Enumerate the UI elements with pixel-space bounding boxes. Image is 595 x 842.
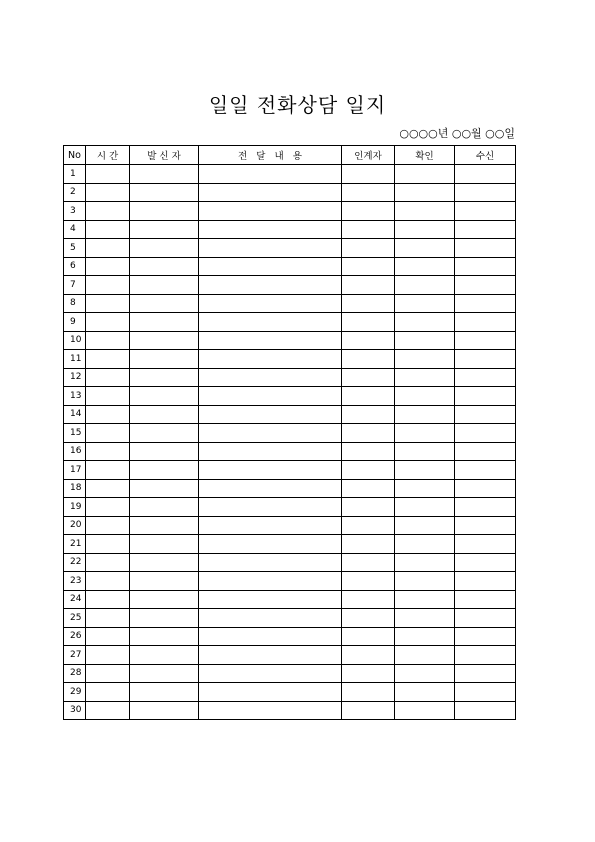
- cell-caller[interactable]: [130, 239, 199, 258]
- table-row: [64, 183, 516, 202]
- cell-confirm[interactable]: [395, 257, 455, 276]
- header-confirm: 확인: [395, 146, 455, 165]
- table-row: [64, 276, 516, 295]
- cell-receiver[interactable]: [455, 387, 516, 406]
- cell-receiver[interactable]: [455, 461, 516, 480]
- cell-time[interactable]: [86, 646, 130, 665]
- table-row: [64, 313, 516, 332]
- table-row: [64, 442, 516, 461]
- cell-message[interactable]: [199, 683, 342, 702]
- table-row: [64, 590, 516, 609]
- cell-time[interactable]: [86, 165, 130, 184]
- cell-confirm[interactable]: [395, 331, 455, 350]
- row-number: 5: [64, 239, 86, 258]
- cell-handover[interactable]: [342, 553, 395, 572]
- cell-confirm[interactable]: [395, 350, 455, 369]
- cell-handover[interactable]: [342, 276, 395, 295]
- header-message: 전 달 내 용: [199, 146, 342, 165]
- cell-time[interactable]: [86, 368, 130, 387]
- cell-time[interactable]: [86, 535, 130, 554]
- cell-handover[interactable]: [342, 294, 395, 313]
- cell-message[interactable]: [199, 553, 342, 572]
- cell-caller[interactable]: [130, 183, 199, 202]
- row-number: 1: [64, 165, 86, 184]
- cell-receiver[interactable]: [455, 368, 516, 387]
- cell-confirm[interactable]: [395, 220, 455, 239]
- cell-message[interactable]: [199, 257, 342, 276]
- cell-message[interactable]: [199, 590, 342, 609]
- cell-time[interactable]: [86, 664, 130, 683]
- table-row: [64, 572, 516, 591]
- cell-confirm[interactable]: [395, 387, 455, 406]
- cell-caller[interactable]: [130, 516, 199, 535]
- consultation-log-table: [63, 145, 516, 720]
- row-number: 30: [64, 701, 86, 720]
- cell-caller[interactable]: [130, 368, 199, 387]
- cell-message[interactable]: [199, 405, 342, 424]
- header-receiver: 수신: [455, 146, 516, 165]
- table-row: [64, 220, 516, 239]
- row-number: 22: [64, 553, 86, 572]
- row-number: 15: [64, 424, 86, 443]
- cell-receiver[interactable]: [455, 294, 516, 313]
- page-title: 일일 전화상담 일지: [208, 93, 387, 117]
- cell-message[interactable]: [199, 276, 342, 295]
- row-number: 17: [64, 461, 86, 480]
- cell-message[interactable]: [199, 516, 342, 535]
- cell-receiver[interactable]: [455, 498, 516, 517]
- cell-confirm[interactable]: [395, 664, 455, 683]
- cell-message[interactable]: [199, 627, 342, 646]
- cell-time[interactable]: [86, 350, 130, 369]
- cell-message[interactable]: [199, 572, 342, 591]
- header-handover: 인계자: [342, 146, 395, 165]
- cell-receiver[interactable]: [455, 516, 516, 535]
- cell-time[interactable]: [86, 627, 130, 646]
- row-number: 7: [64, 276, 86, 295]
- cell-handover[interactable]: [342, 590, 395, 609]
- cell-receiver[interactable]: [455, 424, 516, 443]
- cell-caller[interactable]: [130, 220, 199, 239]
- cell-confirm[interactable]: [395, 590, 455, 609]
- cell-caller[interactable]: [130, 442, 199, 461]
- cell-handover[interactable]: [342, 165, 395, 184]
- cell-handover[interactable]: [342, 701, 395, 720]
- row-number: 19: [64, 498, 86, 517]
- row-number: 23: [64, 572, 86, 591]
- cell-time[interactable]: [86, 183, 130, 202]
- cell-confirm[interactable]: [395, 276, 455, 295]
- cell-receiver[interactable]: [455, 627, 516, 646]
- cell-time[interactable]: [86, 202, 130, 221]
- cell-handover[interactable]: [342, 498, 395, 517]
- cell-caller[interactable]: [130, 294, 199, 313]
- cell-receiver[interactable]: [455, 220, 516, 239]
- cell-handover[interactable]: [342, 572, 395, 591]
- cell-caller[interactable]: [130, 331, 199, 350]
- cell-message[interactable]: [199, 461, 342, 480]
- cell-receiver[interactable]: [455, 276, 516, 295]
- table-header-row: [64, 146, 516, 165]
- cell-handover[interactable]: [342, 424, 395, 443]
- table-row: [64, 331, 516, 350]
- cell-confirm[interactable]: [395, 239, 455, 258]
- cell-time[interactable]: [86, 479, 130, 498]
- row-number: 25: [64, 609, 86, 628]
- cell-receiver[interactable]: [455, 683, 516, 702]
- cell-message[interactable]: [199, 350, 342, 369]
- cell-receiver[interactable]: [455, 350, 516, 369]
- cell-caller[interactable]: [130, 313, 199, 332]
- row-number: 20: [64, 516, 86, 535]
- cell-time[interactable]: [86, 609, 130, 628]
- row-number: 29: [64, 683, 86, 702]
- cell-confirm[interactable]: [395, 479, 455, 498]
- cell-receiver[interactable]: [455, 313, 516, 332]
- cell-confirm[interactable]: [395, 294, 455, 313]
- cell-receiver[interactable]: [455, 239, 516, 258]
- cell-handover[interactable]: [342, 664, 395, 683]
- cell-caller[interactable]: [130, 350, 199, 369]
- cell-message[interactable]: [199, 424, 342, 443]
- cell-receiver[interactable]: [455, 553, 516, 572]
- cell-confirm[interactable]: [395, 405, 455, 424]
- cell-caller[interactable]: [130, 257, 199, 276]
- cell-handover[interactable]: [342, 683, 395, 702]
- cell-handover[interactable]: [342, 313, 395, 332]
- header-no: No: [64, 146, 86, 165]
- table-row: [64, 239, 516, 258]
- table-row: [64, 294, 516, 313]
- cell-message[interactable]: [199, 479, 342, 498]
- cell-time[interactable]: [86, 442, 130, 461]
- cell-time[interactable]: [86, 405, 130, 424]
- cell-receiver[interactable]: [455, 257, 516, 276]
- table-row: [64, 683, 516, 702]
- cell-caller[interactable]: [130, 424, 199, 443]
- cell-confirm[interactable]: [395, 516, 455, 535]
- cell-message[interactable]: [199, 646, 342, 665]
- cell-receiver[interactable]: [455, 202, 516, 221]
- table-row: [64, 387, 516, 406]
- cell-confirm[interactable]: [395, 461, 455, 480]
- table-row: [64, 516, 516, 535]
- cell-handover[interactable]: [342, 387, 395, 406]
- cell-message[interactable]: [199, 331, 342, 350]
- cell-caller[interactable]: [130, 405, 199, 424]
- cell-handover[interactable]: [342, 609, 395, 628]
- cell-time[interactable]: [86, 331, 130, 350]
- row-number: 16: [64, 442, 86, 461]
- cell-receiver[interactable]: [455, 646, 516, 665]
- cell-message[interactable]: [199, 294, 342, 313]
- cell-caller[interactable]: [130, 664, 199, 683]
- cell-confirm[interactable]: [395, 202, 455, 221]
- table-row: [64, 165, 516, 184]
- row-number: 24: [64, 590, 86, 609]
- row-number: 9: [64, 313, 86, 332]
- table-row: [64, 646, 516, 665]
- cell-message[interactable]: [199, 220, 342, 239]
- header-time: 시 간: [86, 146, 130, 165]
- cell-message[interactable]: [199, 535, 342, 554]
- table-row: [64, 461, 516, 480]
- cell-time[interactable]: [86, 220, 130, 239]
- cell-message[interactable]: [199, 701, 342, 720]
- cell-time[interactable]: [86, 590, 130, 609]
- row-number: 12: [64, 368, 86, 387]
- cell-handover[interactable]: [342, 516, 395, 535]
- cell-caller[interactable]: [130, 609, 199, 628]
- cell-receiver[interactable]: [455, 183, 516, 202]
- cell-handover[interactable]: [342, 646, 395, 665]
- cell-handover[interactable]: [342, 627, 395, 646]
- cell-message[interactable]: [199, 183, 342, 202]
- row-number: 8: [64, 294, 86, 313]
- cell-receiver[interactable]: [455, 664, 516, 683]
- cell-time[interactable]: [86, 572, 130, 591]
- cell-caller[interactable]: [130, 498, 199, 517]
- cell-confirm[interactable]: [395, 165, 455, 184]
- cell-confirm[interactable]: [395, 368, 455, 387]
- cell-caller[interactable]: [130, 572, 199, 591]
- cell-time[interactable]: [86, 424, 130, 443]
- table-row: [64, 424, 516, 443]
- cell-time[interactable]: [86, 239, 130, 258]
- cell-confirm[interactable]: [395, 498, 455, 517]
- cell-handover[interactable]: [342, 405, 395, 424]
- header-caller: 발 신 자: [130, 146, 199, 165]
- row-number: 18: [64, 479, 86, 498]
- cell-caller[interactable]: [130, 590, 199, 609]
- cell-caller[interactable]: [130, 165, 199, 184]
- cell-handover[interactable]: [342, 461, 395, 480]
- date-line: ○○○○년 ○○월 ○○일: [399, 127, 515, 140]
- row-number: 3: [64, 202, 86, 221]
- table-row: [64, 701, 516, 720]
- cell-time[interactable]: [86, 498, 130, 517]
- cell-confirm[interactable]: [395, 609, 455, 628]
- cell-message[interactable]: [199, 664, 342, 683]
- cell-message[interactable]: [199, 165, 342, 184]
- cell-receiver[interactable]: [455, 442, 516, 461]
- cell-receiver[interactable]: [455, 331, 516, 350]
- cell-receiver[interactable]: [455, 405, 516, 424]
- cell-confirm[interactable]: [395, 646, 455, 665]
- cell-handover[interactable]: [342, 350, 395, 369]
- table-row: [64, 627, 516, 646]
- row-number: 21: [64, 535, 86, 554]
- row-number: 13: [64, 387, 86, 406]
- cell-receiver[interactable]: [455, 590, 516, 609]
- cell-time[interactable]: [86, 701, 130, 720]
- cell-confirm[interactable]: [395, 553, 455, 572]
- cell-receiver[interactable]: [455, 165, 516, 184]
- cell-confirm[interactable]: [395, 701, 455, 720]
- table-row: [64, 405, 516, 424]
- table-row: [64, 257, 516, 276]
- cell-handover[interactable]: [342, 442, 395, 461]
- cell-time[interactable]: [86, 516, 130, 535]
- row-number: 27: [64, 646, 86, 665]
- row-number: 14: [64, 405, 86, 424]
- cell-confirm[interactable]: [395, 313, 455, 332]
- table-row: [64, 350, 516, 369]
- cell-message[interactable]: [199, 313, 342, 332]
- row-number: 2: [64, 183, 86, 202]
- cell-handover[interactable]: [342, 202, 395, 221]
- cell-confirm[interactable]: [395, 183, 455, 202]
- cell-caller[interactable]: [130, 553, 199, 572]
- cell-confirm[interactable]: [395, 627, 455, 646]
- cell-receiver[interactable]: [455, 535, 516, 554]
- cell-receiver[interactable]: [455, 701, 516, 720]
- cell-message[interactable]: [199, 609, 342, 628]
- row-number: 28: [64, 664, 86, 683]
- row-number: 10: [64, 331, 86, 350]
- cell-confirm[interactable]: [395, 442, 455, 461]
- cell-handover[interactable]: [342, 479, 395, 498]
- cell-time[interactable]: [86, 553, 130, 572]
- row-number: 6: [64, 257, 86, 276]
- cell-receiver[interactable]: [455, 572, 516, 591]
- cell-time[interactable]: [86, 257, 130, 276]
- table-row: [64, 609, 516, 628]
- row-number: 26: [64, 627, 86, 646]
- cell-caller[interactable]: [130, 202, 199, 221]
- cell-caller[interactable]: [130, 683, 199, 702]
- cell-time[interactable]: [86, 387, 130, 406]
- cell-caller[interactable]: [130, 479, 199, 498]
- cell-caller[interactable]: [130, 535, 199, 554]
- cell-message[interactable]: [199, 368, 342, 387]
- cell-handover[interactable]: [342, 220, 395, 239]
- table-row: [64, 479, 516, 498]
- cell-message[interactable]: [199, 202, 342, 221]
- table-row: [64, 553, 516, 572]
- cell-confirm[interactable]: [395, 424, 455, 443]
- row-number: 4: [64, 220, 86, 239]
- table-row: [64, 368, 516, 387]
- cell-time[interactable]: [86, 683, 130, 702]
- cell-message[interactable]: [199, 387, 342, 406]
- cell-caller[interactable]: [130, 276, 199, 295]
- cell-handover[interactable]: [342, 257, 395, 276]
- cell-handover[interactable]: [342, 239, 395, 258]
- cell-handover[interactable]: [342, 535, 395, 554]
- cell-time[interactable]: [86, 276, 130, 295]
- cell-time[interactable]: [86, 461, 130, 480]
- cell-confirm[interactable]: [395, 572, 455, 591]
- cell-handover[interactable]: [342, 331, 395, 350]
- cell-confirm[interactable]: [395, 535, 455, 554]
- row-number: 11: [64, 350, 86, 369]
- table-row: [64, 498, 516, 517]
- cell-time[interactable]: [86, 294, 130, 313]
- cell-time[interactable]: [86, 313, 130, 332]
- table-row: [64, 202, 516, 221]
- table-row: [64, 664, 516, 683]
- table-row: [64, 535, 516, 554]
- cell-caller[interactable]: [130, 646, 199, 665]
- cell-caller[interactable]: [130, 627, 199, 646]
- cell-message[interactable]: [199, 239, 342, 258]
- cell-handover[interactable]: [342, 183, 395, 202]
- cell-receiver[interactable]: [455, 479, 516, 498]
- cell-caller[interactable]: [130, 387, 199, 406]
- cell-message[interactable]: [199, 442, 342, 461]
- cell-message[interactable]: [199, 498, 342, 517]
- cell-receiver[interactable]: [455, 609, 516, 628]
- cell-confirm[interactable]: [395, 683, 455, 702]
- cell-handover[interactable]: [342, 368, 395, 387]
- cell-caller[interactable]: [130, 701, 199, 720]
- cell-caller[interactable]: [130, 461, 199, 480]
